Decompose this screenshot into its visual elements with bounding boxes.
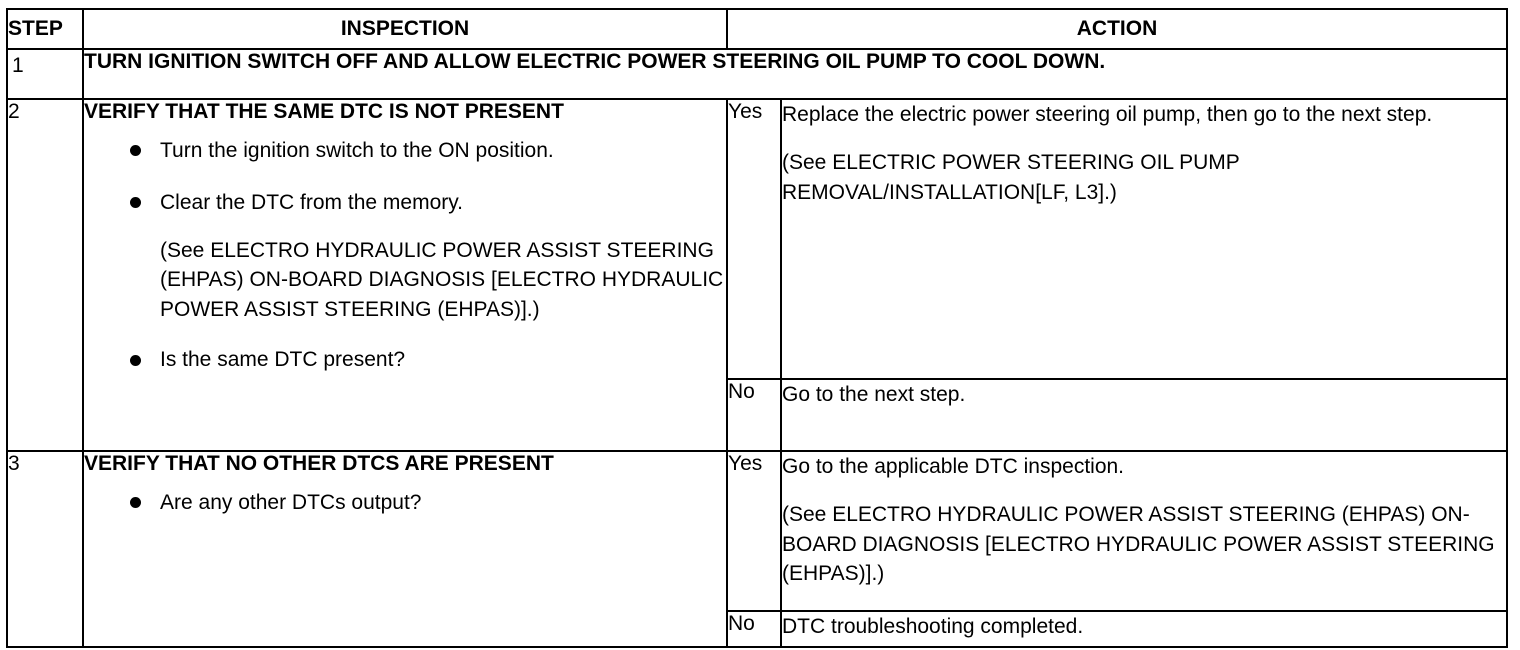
header-step: STEP (7, 9, 83, 49)
step-2-no-action: Go to the next step. (781, 379, 1507, 451)
step-3-yes-row (7, 451, 1507, 611)
list-item: Turn the ignition switch to the ON position. (84, 136, 726, 166)
list-item: Is the same DTC present? (84, 345, 726, 375)
header-action: ACTION (727, 9, 1507, 49)
step-3-yes-label: Yes (727, 451, 781, 611)
step-2-question (84, 345, 726, 375)
list-item: Clear the DTC from the memory. (84, 188, 726, 218)
header-inspection: INSPECTION (83, 9, 727, 49)
step-2-yes-row (7, 99, 1507, 379)
step-3-inspection (83, 451, 727, 647)
step-1-row (7, 49, 1507, 99)
diagnostic-procedure-table (6, 8, 1508, 648)
step-3-no-action: DTC troubleshooting completed. (781, 611, 1507, 647)
step-2-number: 2 (7, 99, 83, 451)
step-1-text: TURN IGNITION SWITCH OFF AND ALLOW ELECTRIC POWER STEERING OIL PUMP TO COOL DOWN. (83, 49, 1507, 99)
step-3-bullets (84, 488, 726, 518)
step-2-yes-action: Replace the electric power steering oil pump, then go to the next step. (See ELECTRIC POWER STEERING OIL PUMP REMOVAL/INSTALLATION[LF, L3].) (781, 99, 1507, 379)
bullet-icon (130, 145, 141, 156)
step-2-yes-label: Yes (727, 99, 781, 379)
bullet-icon (130, 355, 141, 366)
step-2-reference: (See ELECTRO HYDRAULIC POWER ASSIST STEERING (EHPAS) ON-BOARD DIAGNOSIS [ELECTRO HYDRAULIC POWER ASSIST STEERING (EHPAS)].) (160, 238, 724, 322)
header-row (7, 9, 1507, 49)
list-item: Are any other DTCs output? (84, 488, 726, 518)
step-2-no-label: No (727, 379, 781, 451)
step-2-inspection (83, 99, 727, 451)
bullet-icon (130, 197, 141, 208)
step-2-bullets (84, 136, 726, 218)
step-3-title: VERIFY THAT NO OTHER DTCS ARE PRESENT (84, 452, 554, 475)
step-2-title: VERIFY THAT THE SAME DTC IS NOT PRESENT (84, 100, 564, 123)
step-1-number: 1 (7, 49, 83, 99)
bullet-icon (130, 497, 141, 508)
step-3-yes-action: Go to the applicable DTC inspection. (See ELECTRO HYDRAULIC POWER ASSIST STEERING (EHPAS) ON-BOARD DIAGNOSIS [ELECTRO HYDRAULIC POWER ASSIST STEERING (EHPAS)].) (781, 451, 1507, 611)
step-3-number: 3 (7, 451, 83, 647)
step-3-no-label: No (727, 611, 781, 647)
